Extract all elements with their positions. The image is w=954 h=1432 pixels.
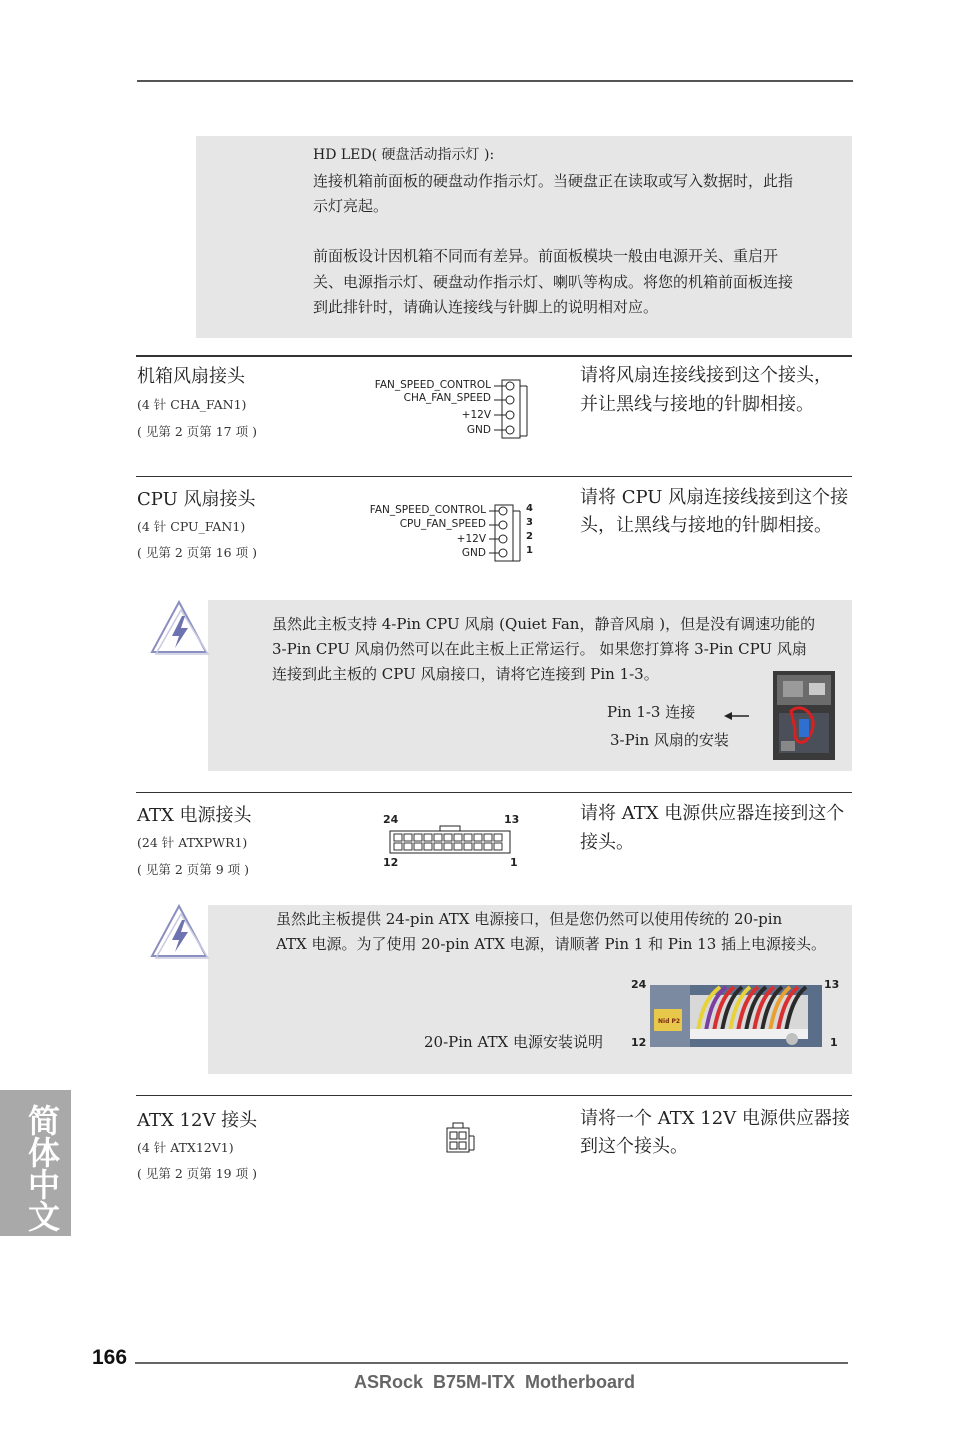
language-side-tab (0, 1090, 71, 1236)
footer-title: ASRock B75M-ITX Motherboard (354, 1372, 636, 1392)
atx-pin1-label: 1 (510, 856, 518, 869)
atx12v-sub2: ( 见第 2 页第 19 项 ) (137, 1166, 257, 1181)
cha-fan-title: 机箱风扇接头 (137, 366, 245, 387)
fan-warning-caption2: 3-Pin 风扇的安装 (610, 731, 729, 749)
atx12v-title: ATX 12V 接头 (137, 1110, 258, 1131)
atx12v-sub1: (4 针 ATX12V1) (137, 1140, 234, 1155)
atx-20pin-install-photo (650, 985, 822, 1047)
atx-pin12-label: 12 (383, 856, 399, 869)
fan-warning-line2: 3-Pin CPU 风扇仍然可以在此主板上正常运行。 如果您打算将 3-Pin CPU 风扇 (272, 640, 807, 658)
cpu-fan-connector-diagram (489, 503, 523, 563)
atx-pin24-label: 24 (383, 813, 399, 826)
hdled-line3: 前面板设计因机箱不同而有差异。前面板模块一般由电源开关、重启开 (313, 247, 779, 265)
fan-warning-caption1: Pin 1-3 连接 (607, 703, 696, 721)
side-tab-label: 简体中文 (23, 1104, 61, 1232)
atx-sub1: (24 针 ATXPWR1) (137, 835, 248, 850)
cpu-fan-sub1: (4 针 CPU_FAN1) (137, 519, 246, 534)
atx-warning-line1: 虽然此主板提供 24-pin ATX 电源接口，但是您仍然可以使用传统的 20-pin (276, 910, 783, 928)
atx-title: ATX 电源接头 (137, 805, 252, 826)
cha-fan-sub2: ( 见第 2 页第 17 项 ) (137, 424, 257, 439)
hdled-line5: 到此排针时，请确认连接线与针脚上的说明相对应。 (313, 298, 659, 316)
warning-icon (148, 902, 210, 960)
cha-fan-sub1: (4 针 CHA_FAN1) (137, 397, 247, 412)
atx12v-desc2: 到这个接头。 (580, 1136, 688, 1157)
atx-photo-pin12-label: 12 (631, 1036, 647, 1049)
atx-photo-pin13-label: 13 (824, 978, 840, 991)
cha-fan-pin1-label: GND (466, 424, 491, 436)
psu-label: Nid P2 (658, 1018, 681, 1025)
atx-desc1: 请将 ATX 电源供应器连接到这个 (580, 803, 845, 824)
cpu-fan-desc2: 头，让黑线与接地的针脚相接。 (580, 515, 832, 536)
cpu-fan-pin2-label: +12V (456, 533, 486, 545)
section-divider (136, 1095, 852, 1096)
atx12v-desc1: 请将一个 ATX 12V 电源供应器接 (580, 1108, 850, 1129)
atx-photo-pin1-label: 1 (830, 1036, 838, 1049)
atx-connector-diagram (388, 824, 514, 856)
fan-install-photo (773, 671, 835, 760)
fan-warning-line1: 虽然此主板支持 4-Pin CPU 风扇 (Quiet Fan，静音风扇 )，但是没有调速功能的 (272, 615, 816, 633)
fan-warning-line3: 连接到此主板的 CPU 风扇接口，请将它连接到 Pin 1-3。 (272, 665, 659, 683)
atx-sub2: ( 见第 2 页第 9 项 ) (137, 862, 249, 877)
cha-fan-desc2: 并让黑线与接地的针脚相接。 (580, 394, 814, 415)
warning-icon (148, 598, 210, 656)
hdled-line2: 示灯亮起。 (313, 197, 389, 215)
cha-fan-desc1: 请将风扇连接线接到这个接头， (580, 365, 832, 386)
hdled-title: HD LED( 硬盘活动指示灯 ): (313, 147, 495, 163)
cpu-fan-title: CPU 风扇接头 (137, 489, 256, 510)
section-divider (136, 792, 852, 793)
cpu-fan-pin-number: 2 (526, 531, 533, 542)
atx-desc2: 接头。 (580, 832, 634, 853)
cpu-fan-sub2: ( 见第 2 页第 16 项 ) (137, 545, 257, 560)
atx-warning-line2: ATX 电源。为了使用 20-pin ATX 电源，请顺著 Pin 1 和 Pin 13 插上电源接头。 (276, 935, 827, 953)
cha-fan-pin3-label: CHA_FAN_SPEED (403, 392, 491, 404)
cha-fan-connector-diagram (494, 378, 530, 440)
cha-fan-pin4-label: FAN_SPEED_CONTROL (374, 379, 491, 391)
atx-pin13-label: 13 (504, 813, 520, 826)
cpu-fan-desc1: 请将 CPU 风扇连接线接到这个接 (580, 487, 849, 508)
cpu-fan-pin3-label: CPU_FAN_SPEED (399, 518, 486, 530)
section-divider (136, 355, 852, 357)
hdled-line1: 连接机箱前面板的硬盘动作指示灯。当硬盘正在读取或写入数据时，此指 (313, 172, 794, 190)
arrow-left-icon (722, 710, 750, 722)
footer-rule (135, 1362, 848, 1364)
atx-photo-pin24-label: 24 (631, 978, 647, 991)
atx12v-connector-diagram (445, 1120, 477, 1156)
cpu-fan-pin4-label: FAN_SPEED_CONTROL (369, 504, 486, 516)
cpu-fan-pin-number: 3 (526, 517, 533, 528)
section-divider (136, 476, 852, 477)
page-number: 166 (92, 1346, 128, 1369)
top-rule (137, 80, 853, 82)
atx-warning-caption: 20-Pin ATX 电源安装说明 (424, 1033, 603, 1051)
cpu-fan-pin-number: 4 (526, 503, 533, 514)
hdled-line4: 关、电源指示灯、硬盘动作指示灯、喇叭等构成。将您的机箱前面板连接 (313, 273, 794, 291)
cpu-fan-pin1-label: GND (461, 547, 486, 559)
cha-fan-pin2-label: +12V (461, 409, 491, 421)
cpu-fan-pin-number: 1 (526, 545, 533, 556)
